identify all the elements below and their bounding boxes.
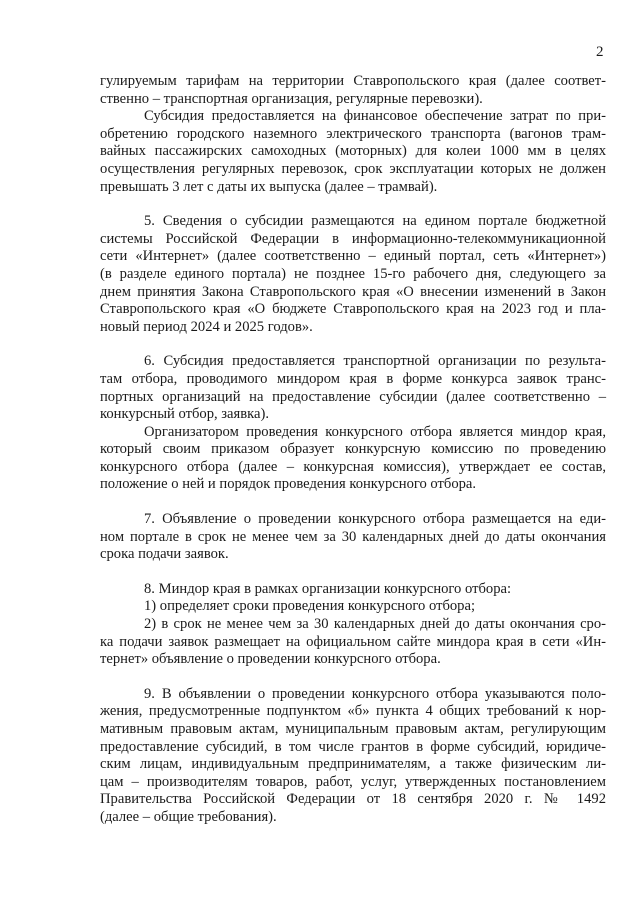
text-line: там отбора, проводимого миндором края в форме конкурса заявок транс- [100,370,606,387]
text-line: 7. Объявление о проведении конкурсного отбора размещается на еди- [144,511,606,528]
text-line: новый период 2024 и 2025 годов». [100,318,313,335]
text-line: (в разделе единого портала) не позднее 15-го рабочего дня, следующего за [100,265,606,282]
paragraph-item-7 [100,511,606,564]
text-line: 6. Субсидия предоставляется транспортной организации по результа- [144,353,606,370]
text-line: днем принятия Закона Ставропольского края «О внесении изменений в Закон [100,283,606,300]
paragraph-item-8 [100,581,606,599]
text-line: портных организаций на предоставление субсидии (далее соответственно – [100,388,606,405]
text-line: мативным правовым актам, муниципальным правовым актам, регулирующим [100,721,606,737]
text-line: который своим приказом образует конкурсную комиссию по проведению [100,441,606,458]
paragraph-subsidy-purpose [100,108,606,196]
paragraph-item-6 [100,353,606,423]
text-line: Правительства Российской Федерации от 18 сентября 2020 г. № 1492 [100,791,606,808]
text-line: конкурсного отбора (далее – конкурсная комиссия), утверждает ее состав, [100,458,606,475]
text-line: 2) в срок не менее чем за 30 календарных дней до даты окончания сро- [144,616,606,633]
text-line: ка подачи заявок размещает на официальном сайте миндора края в сети «Ин- [100,633,606,650]
text-line: Организатором проведения конкурсного отбора является миндор края, [144,423,606,440]
paragraph-gap [100,669,606,686]
text-line: сети «Интернет» (далее соответственно – единый портал, сеть «Интернет») [100,248,606,265]
text-line: гулируемым тарифам на территории Ставропольского края (далее соответ- [100,73,606,89]
text-line: 8. Миндор края в рамках организации конкурсного отбора: [144,580,512,597]
paragraph-gap [100,494,606,511]
text-line: цам – производителям товаров, работ, услуг, утвержденных постановлением [100,773,606,790]
text-line: ским лицам, индивидуальным предпринимателям, а также физическим ли- [100,756,606,773]
paragraph-item-8-2 [100,616,606,669]
paragraph-item-6-organizer [100,424,606,494]
text-line: срока подачи заявок. [100,546,229,563]
text-line: тернет» объявление о проведении конкурсного отбора. [100,651,441,668]
text-line: предоставление субсидий, в том числе грантов в форме субсидий, юридиче- [100,738,606,755]
paragraph-gap [100,336,606,353]
text-line: системы Российской Федерации в информационно-телекоммуникационной [100,230,606,247]
text-line: осуществления регулярных перевозок, срок эксплуатации которых не должен [100,160,606,177]
paragraph-gap [100,564,606,581]
text-line: 5. Сведения о субсидии размещаются на едином портале бюджетной [144,213,606,230]
text-line: конкурсный отбор, заявка). [100,406,269,423]
paragraph-gap [100,196,606,213]
text-line: Ставропольского края «О бюджете Ставропольского края на 2023 год и пла- [100,301,606,318]
text-line: ственно – транспортная организация, регулярные перевозки). [100,90,483,107]
text-line: Субсидия предоставляется на финансовое обеспечение затрат по при- [144,108,606,125]
text-line: 1) определяет сроки проведения конкурсного отбора; [144,598,476,615]
document-body [100,73,606,827]
text-line: вайных пассажирских самоходных (моторных) для колеи 1000 мм в целях [100,143,606,160]
text-line: (далее – общие требования). [100,808,277,825]
paragraph-continuation [100,73,606,108]
text-line: 9. В объявлении о проведении конкурсного отбора указываются поло- [144,685,606,702]
text-line: ном портале в срок не менее чем за 30 календарных дней до даты окончания [100,528,606,545]
paragraph-item-5 [100,213,606,336]
text-line: положение о ней и порядок проведения конкурсного отбора. [100,476,477,493]
page-number: 2 [596,44,604,60]
paragraph-item-9 [100,686,606,827]
paragraph-item-8-1 [100,598,606,616]
text-line: обретению городского наземного электрического транспорта (вагонов трам- [100,125,606,142]
text-line: превышать 3 лет с даты их выпуска (далее – трамвай). [100,178,438,195]
text-line: жения, предусмотренные подпунктом «б» пункта 4 общих требований к нор- [100,703,606,720]
